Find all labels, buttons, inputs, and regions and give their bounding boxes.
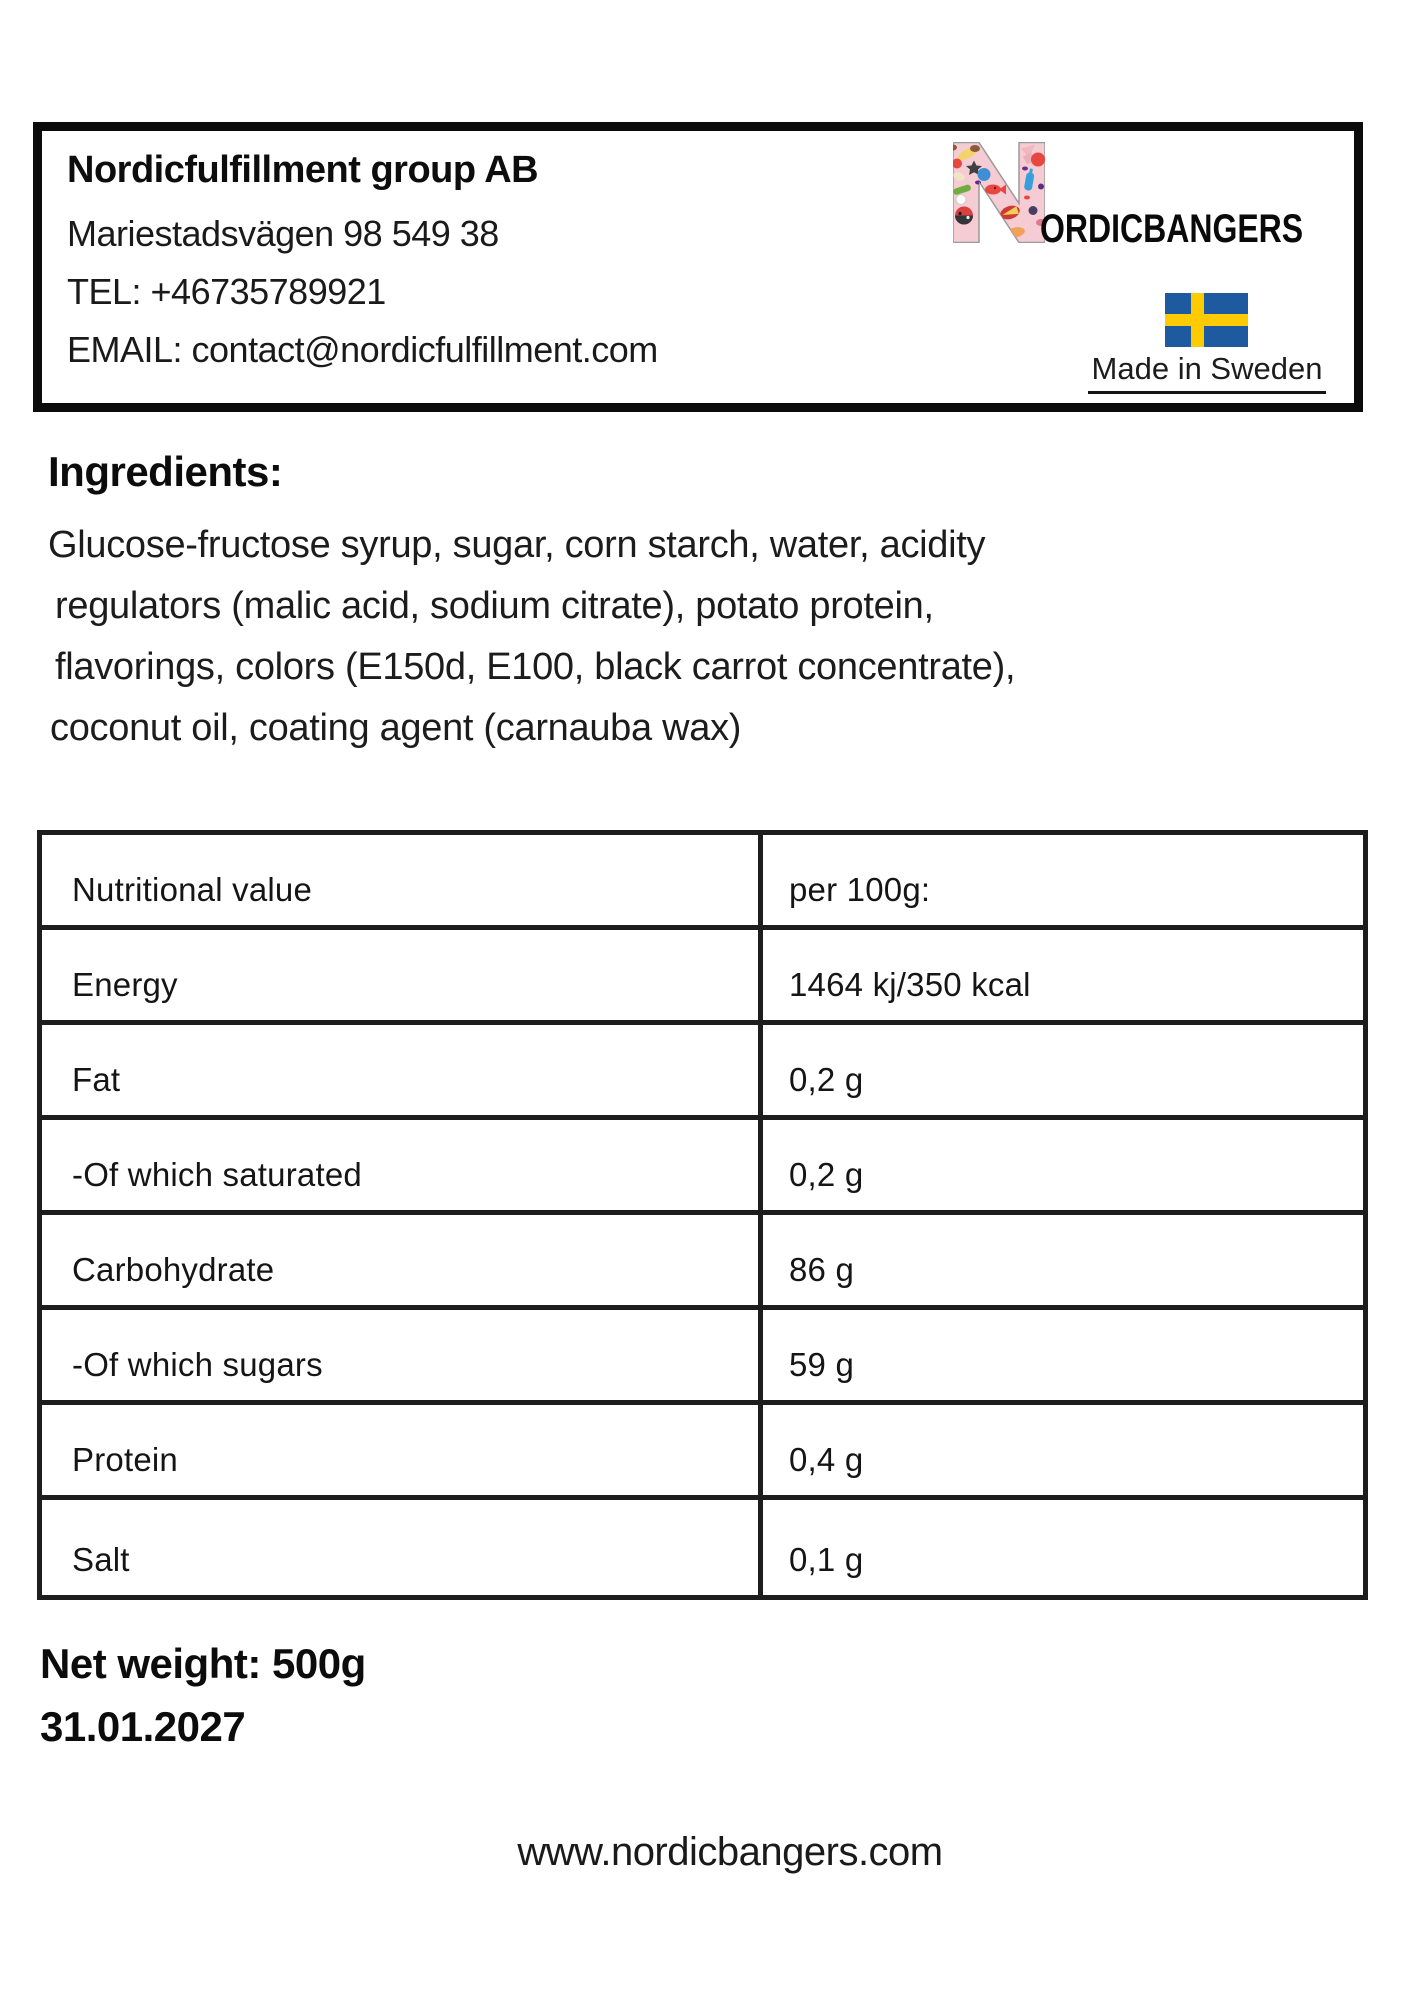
nutrition-label: Salt xyxy=(42,1500,763,1595)
ingredient-line: flavorings, colors (E150d, E100, black carrot concentrate), xyxy=(55,646,1016,688)
sweden-flag-icon xyxy=(1165,293,1248,347)
nutrition-value: 86 g xyxy=(789,1251,855,1288)
nutrition-value: 59 g xyxy=(789,1346,855,1383)
net-weight-label: Net weight: 500g xyxy=(40,1640,366,1687)
table-row xyxy=(42,835,1363,930)
nutrition-value: 1464 kj/350 kcal xyxy=(789,966,1031,1003)
nutrition-value: 0,2 g xyxy=(789,1061,864,1098)
nutrition-value: 0,1 g xyxy=(789,1541,864,1578)
table-row xyxy=(42,1310,1363,1405)
nutrition-value: per 100g: xyxy=(789,871,931,908)
table-row xyxy=(42,1215,1363,1310)
table-row xyxy=(42,1500,1363,1595)
ingredients-text xyxy=(48,520,1288,764)
ingredient-line: regulators (malic acid, sodium citrate), potato protein, xyxy=(55,585,934,627)
company-phone: TEL: +46735789921 xyxy=(67,271,386,312)
website-url: www.nordicbangers.com xyxy=(517,1830,943,1874)
nutrition-label: -Of which saturated xyxy=(42,1120,763,1210)
table-row xyxy=(42,1025,1363,1120)
made-in-underline xyxy=(1088,391,1326,394)
ingredient-line: Glucose-fructose syrup, sugar, corn starch, water, acidity xyxy=(48,524,986,566)
table-row xyxy=(42,1120,1363,1215)
ingredient-line: coconut oil, coating agent (carnauba wax) xyxy=(50,707,742,749)
nutrition-table xyxy=(37,830,1368,1600)
ingredients-heading: Ingredients: xyxy=(48,448,283,495)
nutrition-label: Fat xyxy=(42,1025,763,1115)
nutrition-label: Energy xyxy=(42,930,763,1020)
table-row xyxy=(42,1405,1363,1500)
table-row xyxy=(42,930,1363,1025)
brand-n-candy-icon xyxy=(953,142,1045,243)
company-address: Mariestadsvägen 98 549 38 xyxy=(67,213,499,254)
nutrition-label: -Of which sugars xyxy=(42,1310,763,1400)
made-in-sweden-label: Made in Sweden xyxy=(1091,351,1323,386)
company-info-box xyxy=(33,122,1363,412)
company-email: EMAIL: contact@nordicfulfillment.com xyxy=(67,329,658,370)
nutrition-value: 0,4 g xyxy=(789,1441,864,1478)
nutrition-label: Protein xyxy=(42,1405,763,1495)
company-name: Nordicfulfillment group AB xyxy=(67,149,539,191)
nutrition-label: Nutritional value xyxy=(42,835,763,925)
brand-wordmark: ORDICBANGERS xyxy=(1040,207,1304,251)
best-before-date: 31.01.2027 xyxy=(40,1703,246,1750)
nutrition-label: Carbohydrate xyxy=(42,1215,763,1305)
nutrition-value: 0,2 g xyxy=(789,1156,864,1193)
